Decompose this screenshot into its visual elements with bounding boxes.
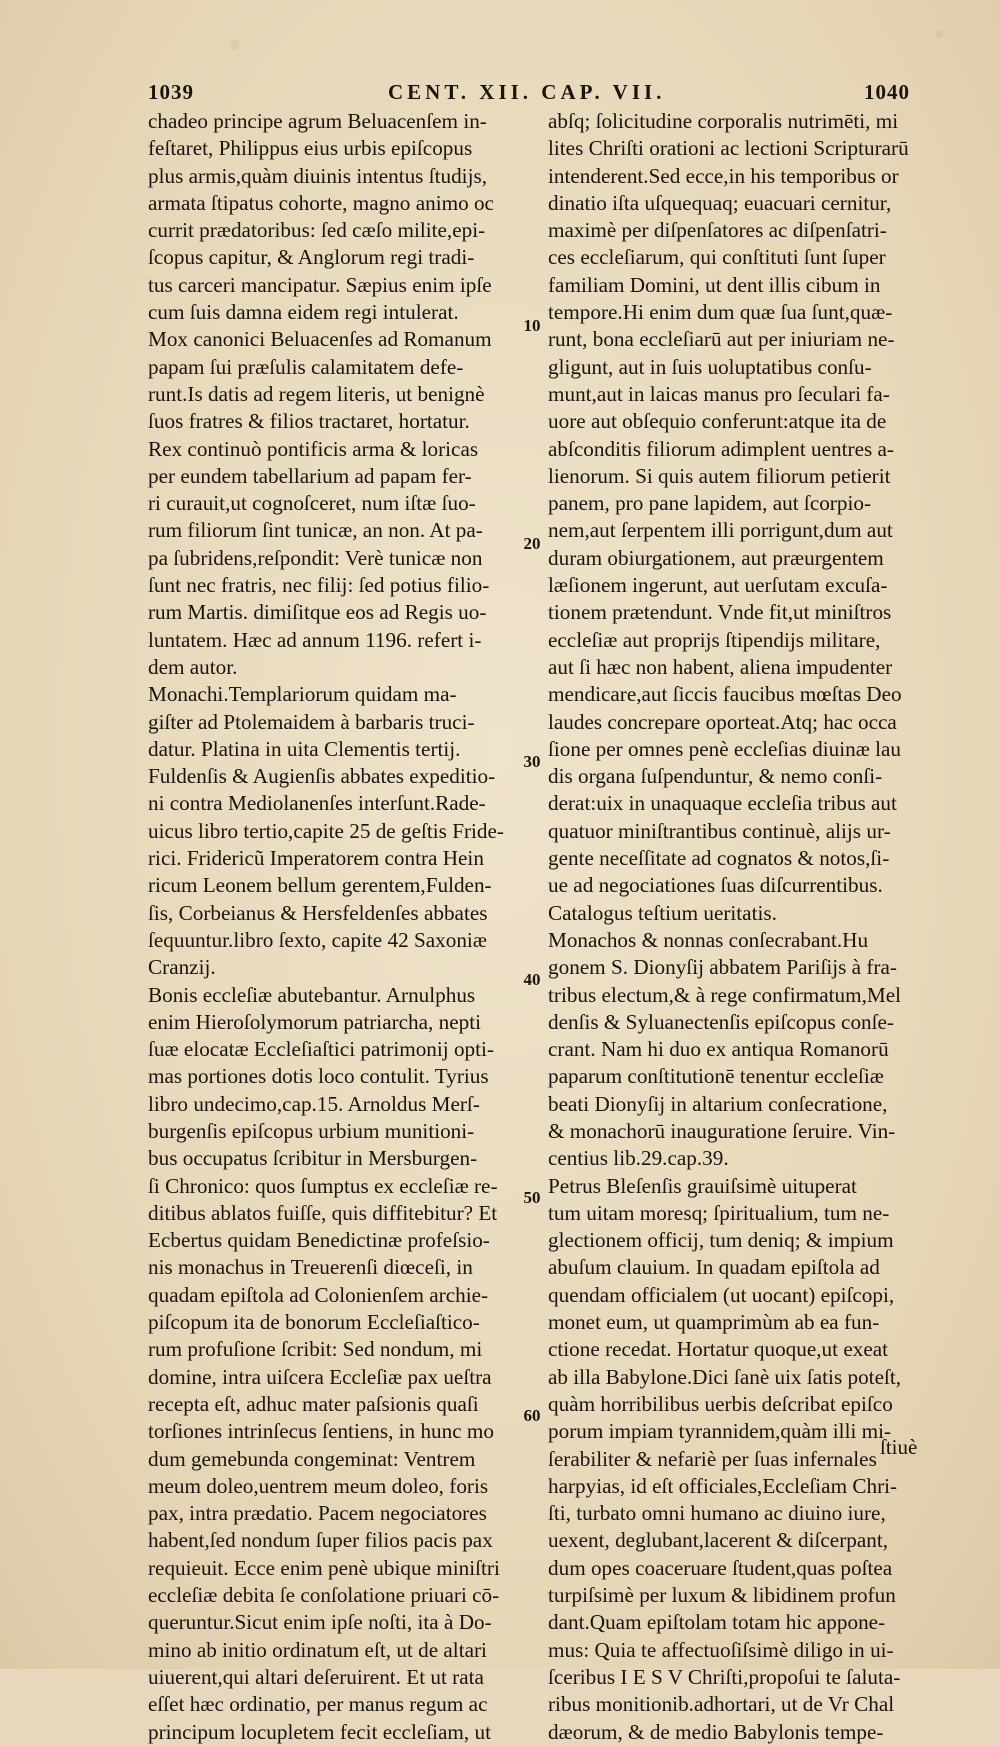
- right-column-text-line: abſconditis filiorum adimplent uentres a-: [548, 436, 894, 461]
- right-column-text-line: lienorum. Si quis autem filiorum petierit: [548, 463, 891, 488]
- right-column-text-line: ue ad negociationes ſuas diſcurrentibus.: [548, 873, 883, 898]
- page-number-left: 1039: [148, 80, 194, 104]
- right-column-text-line: dis organa ſuſpenduntur, & nemo conſi-: [548, 764, 883, 789]
- right-column-text-line: panem, pro pane lapidem, aut ſcorpio-: [548, 491, 871, 516]
- right-column-text-line: monet eum, ut quamprimùm ab ea fun-: [548, 1310, 880, 1335]
- right-column-text-line: nem,aut ſerpentem illi porrigunt,dum aut: [548, 518, 893, 543]
- right-column-text-line: eccleſiæ aut proprijs ſtipendijs militare,: [548, 627, 881, 652]
- right-column-text-line: mus: Quia te affectuoſiſsimè diligo in ui-: [548, 1637, 894, 1662]
- line-number: 40: [523, 970, 541, 989]
- left-column-text-line: Fuldenſis & Augienſis abbates expeditio-: [148, 764, 496, 789]
- left-column-text-line: ſuos fratres & filios tractaret, hortatur.: [148, 409, 470, 434]
- left-column-text-line: feſtaret, Philippus eius urbis epiſcopus: [148, 136, 473, 161]
- left-column-text-line: Mox canonici Beluacenſes ad Romanum: [148, 327, 492, 352]
- left-column-text-line: cum ſuis damna eidem regi intulerat.: [148, 300, 459, 325]
- left-column-text-line: queruntur.Sicut enim ipſe noſti, ita à Do-: [148, 1610, 492, 1635]
- left-column-text-line: pax, intra prædatio. Pacem negociatores: [148, 1501, 487, 1526]
- left-column-text-line: uicus libro tertio,capite 25 de geſtis Fride-: [148, 818, 504, 843]
- left-column: [148, 108, 520, 1746]
- left-column-text-line: ſunt nec fratris, nec filij: ſed potius filio-: [148, 573, 490, 598]
- right-column-text-line: gente neceſſitate ad cognatos & notos,ſi-: [548, 846, 890, 871]
- right-column-text-line: crant. Nam hi duo ex antiqua Romanorū: [548, 1037, 889, 1062]
- left-column-text-line: burgenſis epiſcopus urbium munitioni-: [148, 1118, 475, 1143]
- left-column-text-line: datur. Platina in uita Clementis tertij.: [148, 736, 461, 761]
- right-column-text-line: dum opes coaceruare ſtudent,quas poſtea: [548, 1555, 893, 1580]
- right-column-text-line: ſione per omnes penè eccleſias diuinæ lau: [548, 736, 902, 761]
- left-column-text-line: ricum Leonem bellum gerentem,Fulden-: [148, 873, 492, 898]
- left-column-text-line: per eundem tabellarium ad papam fer-: [148, 463, 472, 488]
- left-column-text-line: eſſet hæc ordinatio, per manus regum ac: [148, 1692, 488, 1717]
- left-column-text-line: ſi Chronico: quos ſumptus ex eccleſiæ re-: [148, 1173, 498, 1198]
- left-column-text-line: bus occupatus ſcribitur in Mersburgen-: [148, 1146, 478, 1171]
- left-column-text-line: papam ſui præſulis calamitatem defe-: [148, 354, 464, 379]
- right-column-text-line: mendicare,aut ſiccis faucibus mœſtas Deo: [548, 682, 902, 707]
- right-column-text-line: tribus electum,& à rege confirmatum,Mel: [548, 982, 902, 1007]
- right-column-text-line: lites Chriſti orationi ac lectioni Scripturarū: [548, 136, 909, 161]
- line-number: 10: [523, 316, 541, 335]
- page-number-right: 1040: [864, 80, 910, 104]
- left-column-text-line: uiuerent,qui altari deſeruirent. Et ut rata: [148, 1664, 484, 1689]
- left-column-text-line: libro undecimo,cap.15. Arnoldus Merſ-: [148, 1091, 480, 1116]
- right-column-text-line: ctione recedat. Hortatur quoque,ut exeat: [548, 1337, 889, 1362]
- page-header: [148, 80, 910, 110]
- line-number: 50: [523, 1188, 541, 1207]
- right-column-text-line: porum impiam tyrannidem,quàm illi mi-: [548, 1419, 892, 1444]
- right-column-text-line: gonem S. Dionyſij abbatem Pariſijs à fra-: [548, 955, 897, 980]
- right-column-text-line: ſerabiliter & nefariè per ſuas infernales: [548, 1446, 877, 1471]
- right-column-text-line: uexent, deglubant,lacerent & diſcerpant,: [548, 1528, 889, 1553]
- right-column-text-line: glectionem officij, tum deniq; & impium: [548, 1228, 894, 1253]
- right-column-text-line: læſionem ingerunt, aut uerſutam excuſa-: [548, 573, 888, 598]
- right-column-text-line: gligunt, aut in ſuis uoluptatibus conſu-: [548, 354, 872, 379]
- right-column-text-line: ribus monitionib.adhortari, ut de Vr Chal: [548, 1692, 895, 1717]
- left-column-text-line: dum gemebunda congeminat: Ventrem: [148, 1446, 476, 1471]
- right-column-text-line: runt, bona eccleſiarū aut per iniuriam ne-: [548, 327, 895, 352]
- right-column-text-line: ſti, turbato omni humano ac diuino iure,: [548, 1501, 886, 1526]
- line-number: 20: [523, 534, 541, 553]
- left-column-text-line: ri curauit,ut cognoſceret, num iſtæ ſuo-: [148, 491, 476, 516]
- right-column-text-line: dant.Quam epiſtolam totam hic appone-: [548, 1610, 886, 1635]
- right-column-text-line: tionem prætendunt. Vnde fit,ut miniſtros: [548, 600, 892, 625]
- line-number: 30: [523, 752, 541, 771]
- right-column-text-line: dæorum, & de medio Babylonis tempe-: [548, 1719, 884, 1744]
- right-column-text-line: turpiſsimè per luxum & libidinem profun: [548, 1583, 896, 1608]
- right-column-text-line: quàm horribilibus uerbis deſcribat epiſco: [548, 1391, 893, 1416]
- right-column-text-line: tum uitam moresq; ſpiritualium, tum ne-: [548, 1200, 890, 1225]
- left-column-text-line: torſiones intrinſecus ſentiens, in hunc mo: [148, 1419, 495, 1444]
- right-column-text-line: beati Dionyſij in altarium conſecratione,: [548, 1091, 888, 1116]
- right-column-text-line: tempore.Hi enim dum quæ ſua ſunt,quæ-: [548, 300, 893, 325]
- left-column-text-line: habent,ſed nondum ſuper filios pacis pax: [148, 1528, 493, 1553]
- left-column-text-line: ſuæ elocatæ Eccleſiaſtici patrimonij opti-: [148, 1037, 494, 1062]
- right-column-text-line: ab illa Babylone.Dici ſanè uix ſatis poteſt,: [548, 1364, 902, 1389]
- line-number: 60: [523, 1406, 541, 1425]
- catchword: ſtiuè: [880, 1435, 918, 1459]
- left-column-text-line: armata ſtipatus cohorte, magno animo oc: [148, 190, 494, 215]
- left-column-text-line: enim Hieroſolymorum patriarcha, nepti: [148, 1009, 482, 1034]
- left-column-text-line: runt.Is datis ad regem literis, ut benignè: [148, 381, 485, 406]
- right-column-text-line: quatuor miniſtrantibus continuè, alijs ur-: [548, 818, 891, 843]
- left-column-text-line: recepta eſt, adhuc mater paſsionis quaſi: [148, 1391, 479, 1416]
- left-column-text-line: chadeo principe agrum Beluacenſem in-: [148, 109, 487, 133]
- left-column-text-line: tus carceri mancipatur. Sæpius enim ipſe: [148, 272, 492, 297]
- left-column-text-line: quadam epiſtola ad Colonienſem archie-: [148, 1282, 489, 1307]
- right-column-text-line: Monachos & nonnas conſecrabant.Hu: [548, 927, 869, 952]
- left-column-text-line: meum doleo,uentrem meum doleo, foris: [148, 1473, 489, 1498]
- left-column-text-line: domine, intra uiſcera Eccleſiæ pax ueſtra: [148, 1364, 492, 1389]
- left-column-text-line: pa ſubridens,reſpondit: Verè tunicæ non: [148, 545, 483, 570]
- right-column-text-line: denſis & Syluanectenſis epiſcopus conſe-: [548, 1009, 894, 1034]
- left-column-text-line: eccleſiæ debita ſe conſolatione priuari cō-: [148, 1583, 500, 1608]
- right-column-text-line: intenderent.Sed ecce,in his temporibus or: [548, 163, 899, 188]
- page-smudge: [230, 40, 240, 50]
- running-title: CENT. XII. CAP. VII.: [388, 80, 666, 104]
- left-column-text-line: Cranzij.: [148, 955, 216, 980]
- right-column-text-line: paparum conſtitutionē tenentur eccleſiæ: [548, 1064, 884, 1089]
- page-smudge: [935, 30, 943, 38]
- right-column: [548, 108, 910, 1746]
- right-column-text-line: quendam officialem (ut uocant) epiſcopi,: [548, 1282, 895, 1307]
- left-column-text-line: Monachi.Templariorum quidam ma-: [148, 682, 457, 707]
- left-column-text-line: luntatem. Hæc ad annum 1196. refert i-: [148, 627, 482, 652]
- left-column-text-line: Rex continuò pontificis arma & loricas: [148, 436, 479, 461]
- right-column-text-line: maximè per diſpenſatores ac diſpenſatri-: [548, 218, 887, 243]
- right-column-text-line: ces eccleſiarum, qui conſtituti ſunt ſuper: [548, 245, 886, 270]
- left-column-text-line: giſter ad Ptolemaidem à barbaris truci-: [148, 709, 475, 734]
- left-column-text-line: currit prædatoribus: ſed cæſo milite,epi-: [148, 218, 486, 243]
- left-column-text-line: ſis, Corbeianus & Hersfeldenſes abbates: [148, 900, 488, 925]
- right-column-text-line: abuſum clauium. In quadam epiſtola ad: [548, 1255, 880, 1280]
- right-column-text-line: munt,aut in laicas manus pro ſeculari fa-: [548, 381, 890, 406]
- left-column-text-line: Ecbertus quidam Benedictinæ profeſsio-: [148, 1228, 490, 1253]
- right-column-text-line: abſq; ſolicitudine corporalis nutrimēti, mi: [548, 109, 899, 133]
- left-column-text-line: rici. Fridericũ Imperatorem contra Hein: [148, 846, 484, 871]
- left-column-text-line: plus armis,quàm diuinis intentus ſtudijs,: [148, 163, 487, 188]
- right-column-text-line: familiam Domini, ut dent illis cibum in: [548, 272, 881, 297]
- left-column-text-line: piſcopum ita de bonorum Eccleſiaſtico-: [148, 1310, 480, 1335]
- right-column-text-line: dinatio iſta uſquequaq; euacuari cernitur,: [548, 190, 892, 215]
- right-column-text-line: uore aut obſequio conferunt:atque ita de: [548, 409, 887, 434]
- left-column-text-line: rum filiorum ſint tunicæ, an non. At pa-: [148, 518, 483, 543]
- right-column-text-line: laudes concrepare oporteat.Atq; hac occa: [548, 709, 897, 734]
- right-column-text-line: Catalogus teſtium ueritatis.: [548, 900, 777, 925]
- left-column-text-line: ſcopus capitur, & Anglorum regi tradi-: [148, 245, 475, 270]
- left-column-text-line: mas portiones dotis loco contulit. Tyrius: [148, 1064, 489, 1089]
- left-column-text-line: dem autor.: [148, 654, 238, 679]
- left-column-text-line: Bonis eccleſiæ abutebantur. Arnulphus: [148, 982, 476, 1007]
- left-column-text-line: rum profuſione ſcribit: Sed nondum, mi: [148, 1337, 483, 1362]
- left-column-text-line: nis monachus in Treuerenſi diœceſi, in: [148, 1255, 473, 1280]
- left-column-text-line: requieuit. Ecce enim penè ubique miniſtri: [148, 1555, 500, 1580]
- right-column-text-line: ſceribus I E S V Chriſti,propoſui te ſaluta-: [548, 1664, 901, 1689]
- right-column-text-line: harpyias, id eſt officiales,Eccleſiam Chri-: [548, 1473, 898, 1498]
- left-column-text-line: mino ab initio ordinatum eſt, ut de altari: [148, 1637, 487, 1662]
- right-column-text-line: Petrus Bleſenſis grauiſsimè uituperat: [548, 1173, 857, 1198]
- left-column-text-line: rum Martis. dimiſitque eos ad Regis uo-: [148, 600, 487, 625]
- left-column-text-line: ſequuntur.libro ſexto, capite 42 Saxoniæ: [148, 927, 487, 952]
- right-column-text-line: aut ſi hæc non habent, aliena impudenter: [548, 654, 893, 679]
- right-column-text-line: & monachorū inauguratione ſeruire. Vin-: [548, 1118, 896, 1143]
- right-column-text-line: derat:uix in unaquaque eccleſia tribus aut: [548, 791, 897, 816]
- right-column-text-line: centius lib.29.cap.39.: [548, 1146, 729, 1171]
- left-column-text-line: ditibus ablatos fuiſſe, quis diffitebitur? Et: [148, 1200, 498, 1225]
- left-column-text-line: principum locupletem fecit eccleſiam, ut: [148, 1719, 491, 1744]
- right-column-text-line: duram obiurgationem, aut præurgentem: [548, 545, 884, 570]
- left-column-text-line: ni contra Mediolanenſes interſunt.Rade-: [148, 791, 486, 816]
